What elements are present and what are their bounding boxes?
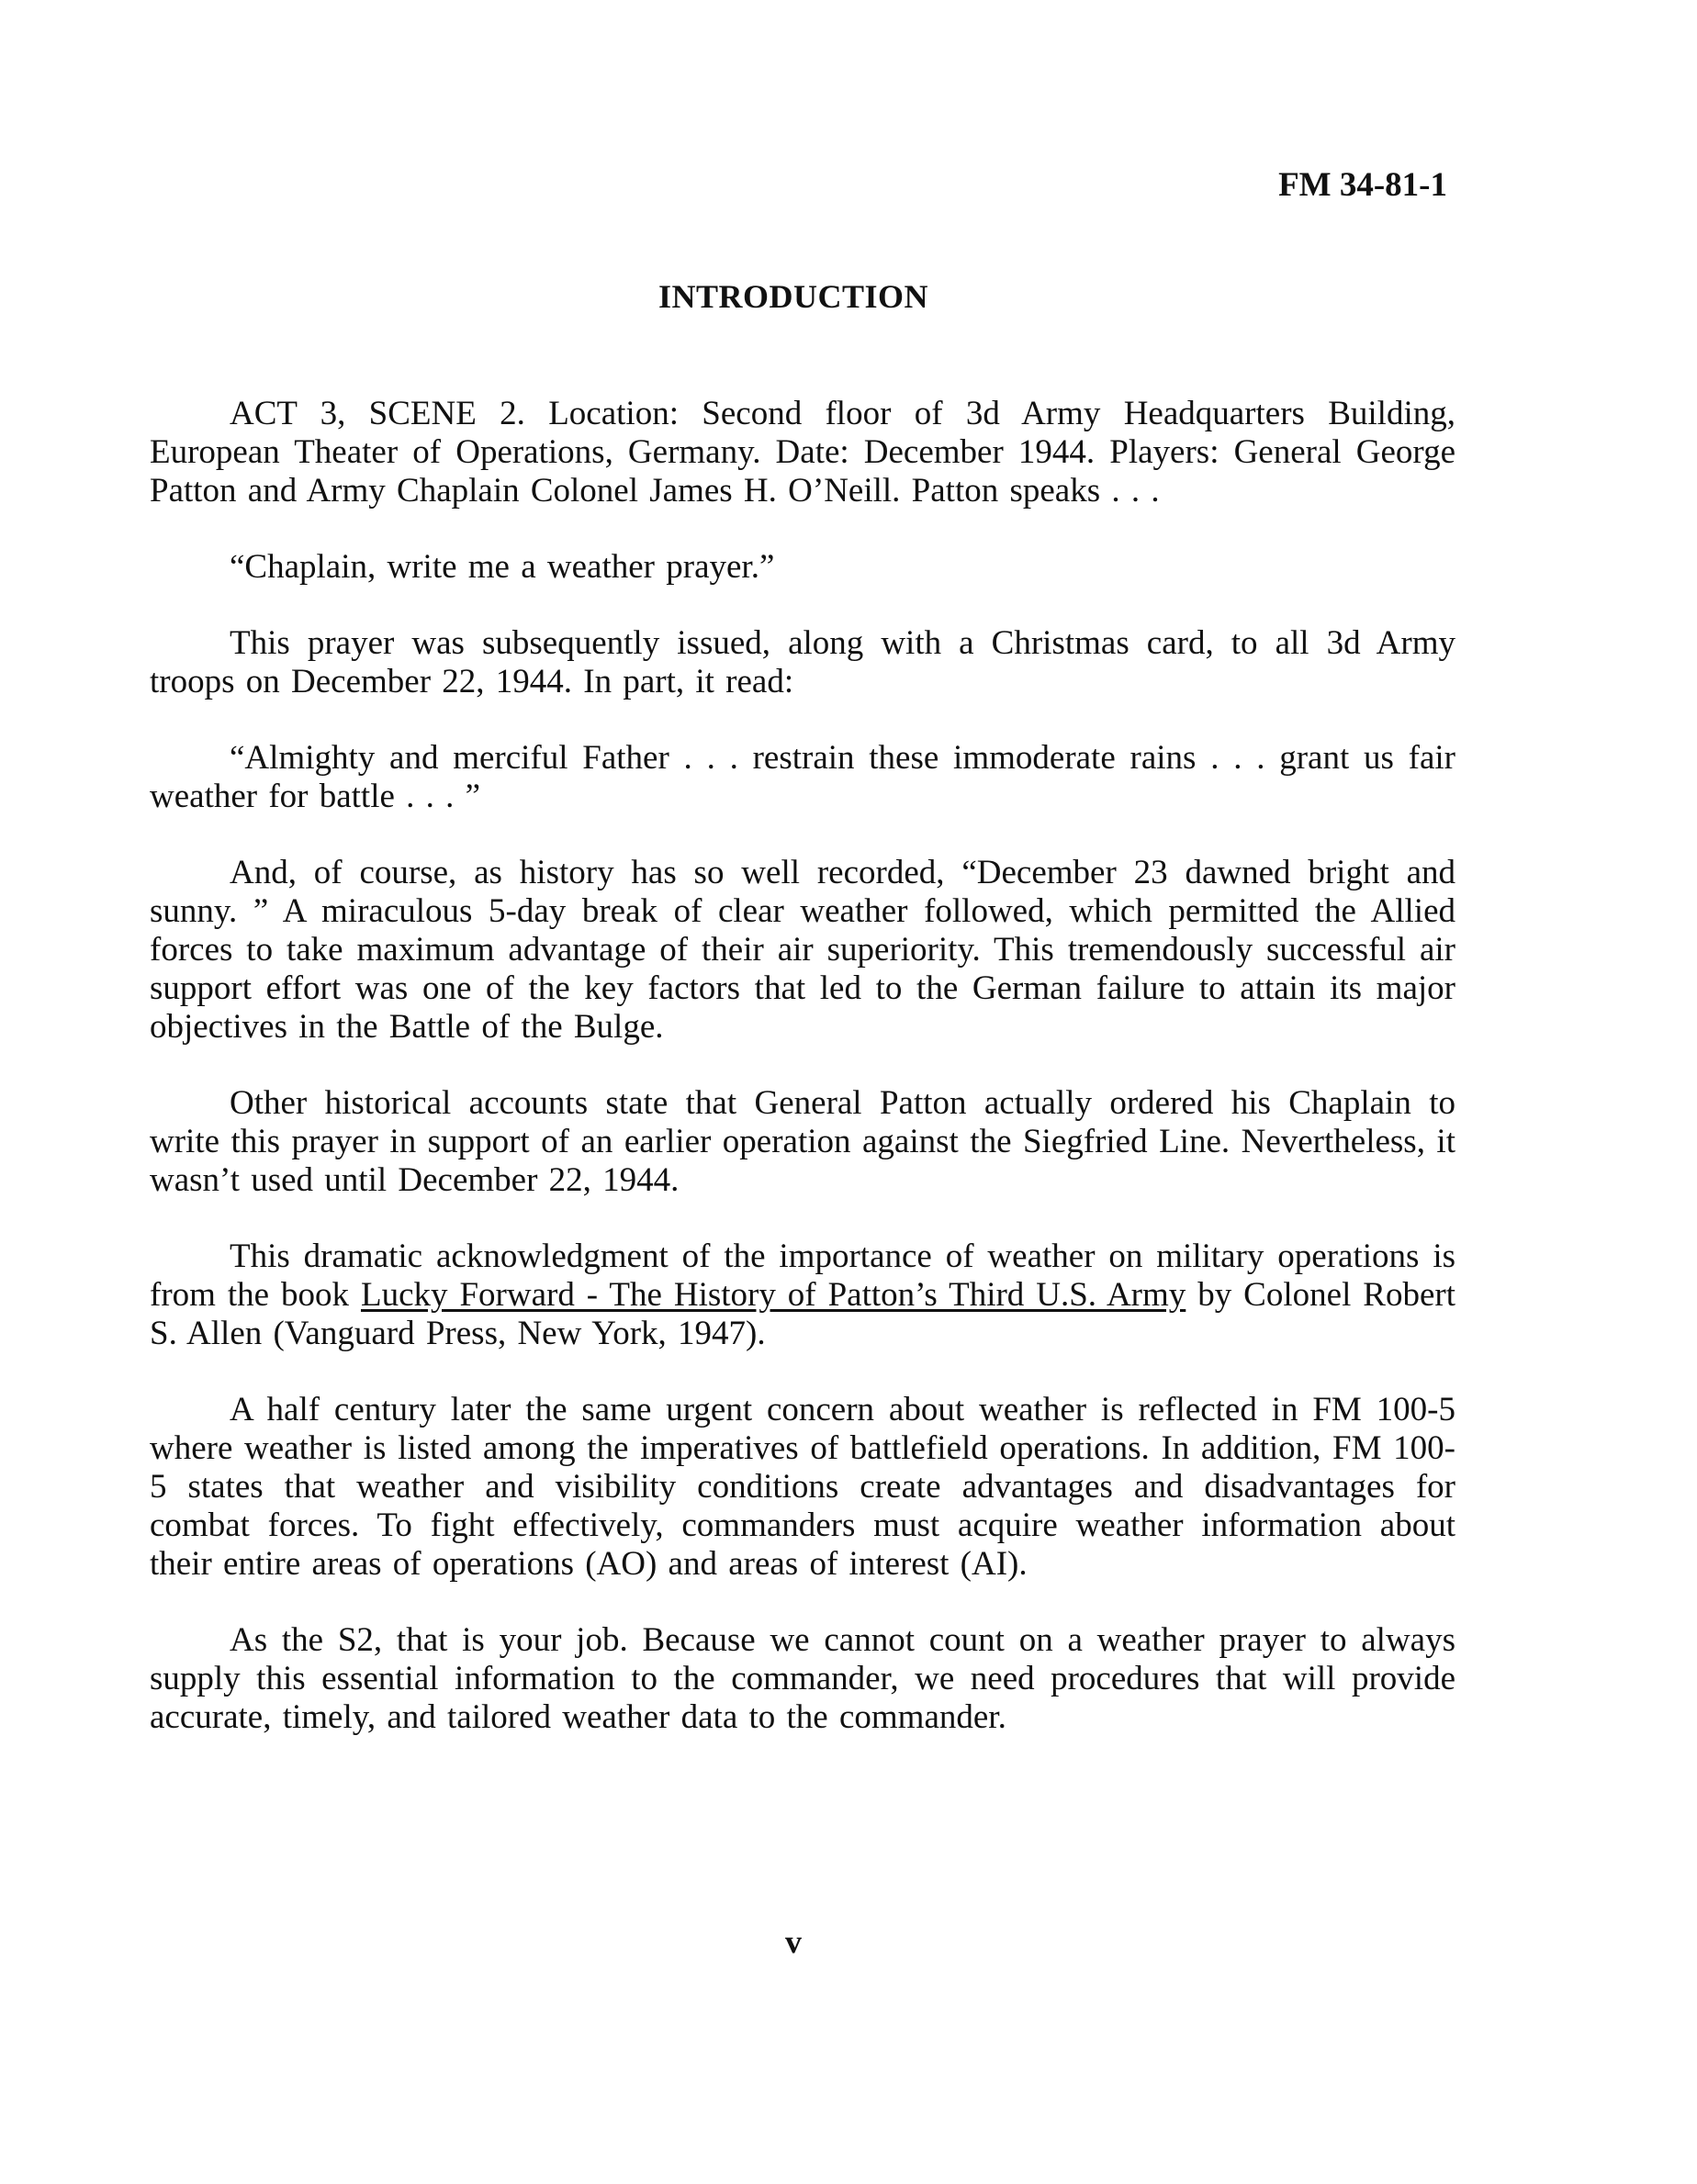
paragraph-act-scene: ACT 3, SCENE 2. Location: Second floor of 3d Army Headquarters Building, European Theater of Operations, Germany. Date: December 1944. Players: General George Patton and Army Chaplain Colonel James H. O’Neill. Patton speaks . . . (150, 395, 1455, 510)
book-source-intro: This dramatic acknowledgment of the importance of weather on military operations is from the book (150, 1238, 1455, 1314)
paragraph-book-source (150, 1238, 1455, 1353)
paragraph-prayer-issued: This prayer was subsequently issued, along with a Christmas card, to all 3d Army troops on December 22, 1944. In part, it read: (150, 624, 1455, 700)
paragraph-patton-quote: “Chaplain, write me a weather prayer.” (230, 548, 775, 586)
paragraph-december-23: And, of course, as history has so well recorded, “December 23 dawned bright and sunny. ” A miraculous 5-day break of clear weather followed, which permitted the Allied forces to take maximum advantage of their air superiority. This tremendously successful air support effort was one of the key factors that led to the German failure to attain its major objectives in the Battle of the Bulge. (150, 854, 1455, 1046)
page-title: INTRODUCTION (657, 278, 929, 315)
body-text (150, 395, 1455, 1775)
document-number: FM 34-81-1 (1278, 166, 1447, 204)
book-source-citation: by Colonel Robert S. Allen (Vanguard Press, New York, 1947). (150, 1276, 1455, 1352)
paragraph-prayer-text: “Almighty and merciful Father . . . restrain these immoderate rains . . . grant us fair weather for battle . . . ” (150, 739, 1455, 815)
book-title: Lucky Forward - The History of Patton’s Third U.S. Army (360, 1276, 1186, 1314)
page-number: v (785, 1923, 802, 1960)
paragraph-fm-100-5: A half century later the same urgent concern about weather is reflected in FM 100-5 where weather is listed among the imperatives of battlefield operations. In addition, FM 100-5 states that weather and visibility conditions create advantages and disadvantages for combat forces. To fight effectively, commanders must acquire weather information about their entire areas of operations (AO) and areas of interest (AI). (150, 1391, 1455, 1583)
paragraph-historical-accounts: Other historical accounts state that General Patton actually ordered his Chaplain to write this prayer in support of an earlier operation against the Siegfried Line. Nevertheless, it wasn’t used until December 22, 1944. (150, 1084, 1455, 1199)
paragraph-s2-job: As the S2, that is your job. Because we cannot count on a weather prayer to always supply this essential information to the commander, we need procedures that will provide accurate, timely, and tailored weather data to the commander. (150, 1621, 1455, 1736)
